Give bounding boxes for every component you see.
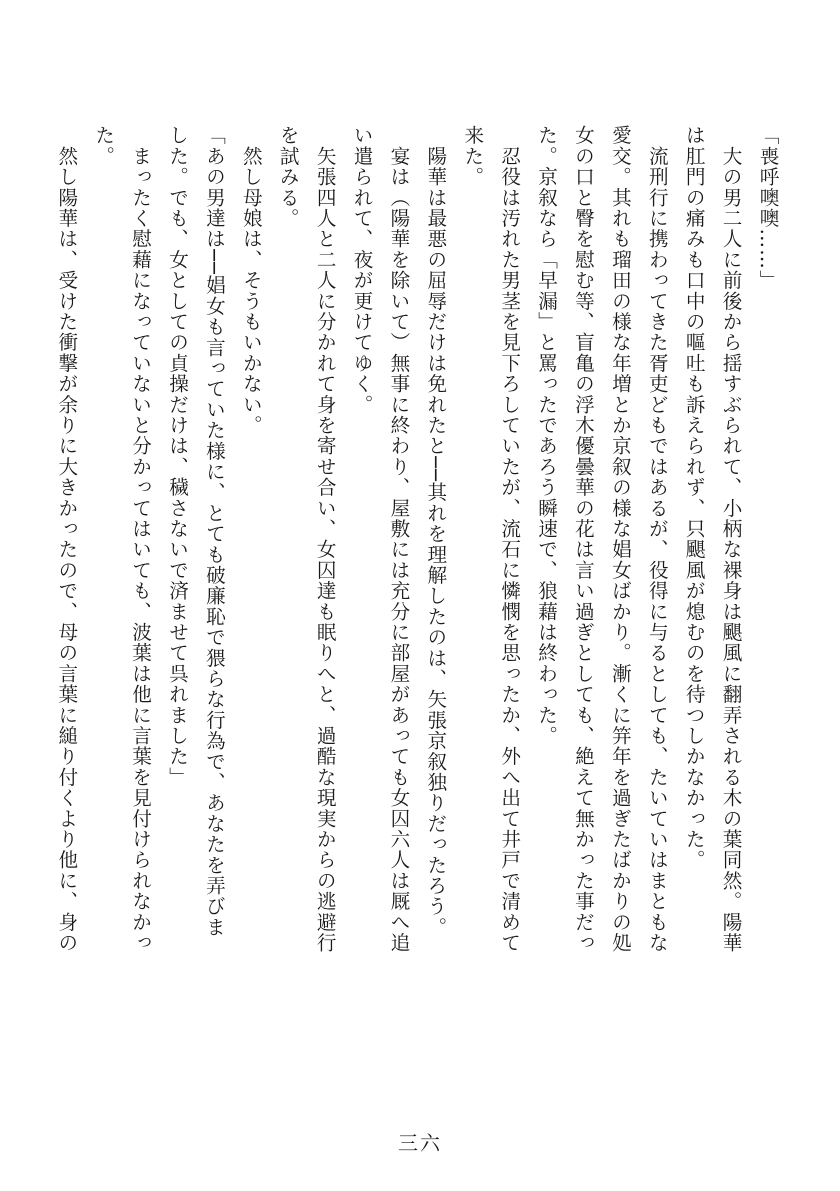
text-line: 大の男二人に前後から揺すぶられて、小柄な裸身は颶風に翻弄される木の葉同然。陽華 xyxy=(719,125,743,953)
text-line: した。でも、女としての貞操だけは、穢さないで済ませて呉れました」 xyxy=(165,125,189,788)
text-line: を試みる。 xyxy=(276,125,300,229)
page-number: 三六 xyxy=(398,1131,442,1155)
text-line: 然し陽華は、受けた衝撃が余りに大きかったので、母の言葉に縋り付くより他に、身の xyxy=(54,125,78,953)
text-line: 「喪呼噢噢……」 xyxy=(756,125,779,291)
text-line: 流刑行に携わってきた胥吏どもではあるが、役得に与るとしても、たいていはまともな xyxy=(645,125,669,953)
text-line: 宴は（陽華を除いて）無事に終わり、屋敷には充分に部屋があっても女囚六人は厩へ追 xyxy=(386,125,410,953)
text-line: は肛門の痛みも口中の嘔吐も訴えられず、只颶風が熄むのを待つしかなかった。 xyxy=(682,125,706,871)
text-line: 来た。 xyxy=(460,125,484,188)
text-line: 忍役は汚れた男茎を見下ろしていたが、流石に憐憫を思ったか、外へ出て井戸で清めて xyxy=(497,125,521,953)
text-line: 然し母娘は、そうもいかない。 xyxy=(239,125,263,436)
text-line: 「あの男達は──娼女も言っていた様に、とても破廉恥で猥らな行為で、あなたを弄びま xyxy=(202,125,226,938)
vertical-text-body xyxy=(25,125,785,1025)
text-line: 女の口と臀を慰む等、盲亀の浮木優曇華の花は言い過ぎとしても、絶えて無かった事だっ xyxy=(571,125,595,953)
text-line: 愛交。其れも瑠田の様な年増とか京叙の様な娼女ばかり。漸くに笄年を過ぎたばかりの処 xyxy=(608,125,632,953)
text-line: い遣られて、夜が更けてゆく。 xyxy=(350,125,374,415)
text-line: まったく慰藉になっていないと分かってはいても、波葉は他に言葉を見付けられなかっ xyxy=(128,125,152,953)
text-line: た。京叙なら「早漏」と罵ったであろう瞬速で、狼藉は終わった。 xyxy=(534,125,558,746)
text-line: た。 xyxy=(91,125,115,167)
text-line: 陽華は最悪の屈辱だけは免れたと──其れを理解したのは、矢張京叙独りだったろう。 xyxy=(423,125,447,938)
text-line: 矢張四人と二人に分かれて身を寄せ合い、女囚達も眠りへと、過酷な現実からの逃避行 xyxy=(313,125,337,953)
